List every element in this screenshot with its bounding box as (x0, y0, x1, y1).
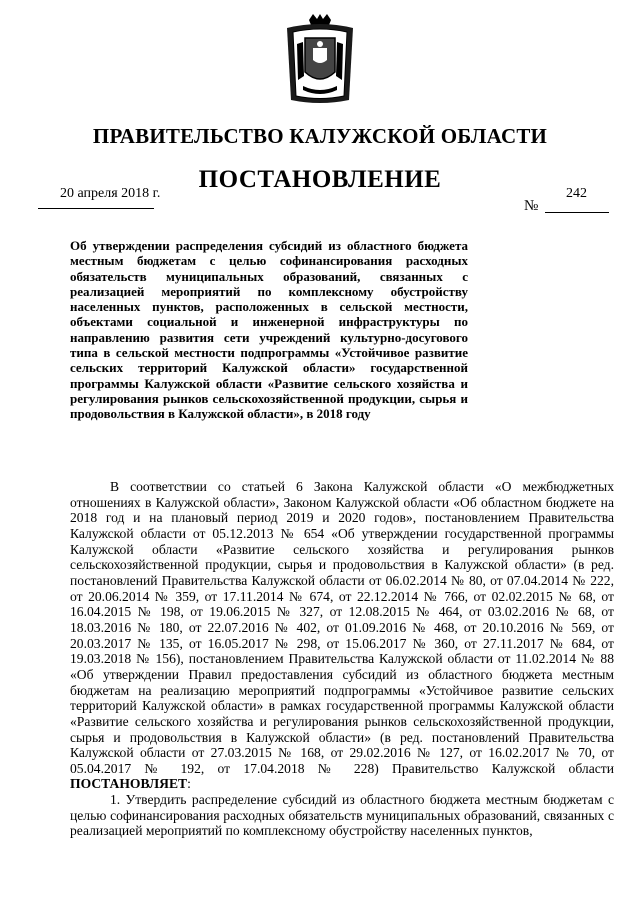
preamble-text: В соответствии со статьей 6 Закона Калужской области «О межбюджетных отношениях в Калужской области», Законом Калужской области «Об областном бюджете на 2018 год и на плановый период 2019 и 2020 годов», постановлением Правительства Калужской области от 05.12.2013 № 654 «Об утверждении государственной программы Калужской области «Развитие сельского хозяйства и регулирования рынков сельскохозяйственной продукции, сырья и продовольствия в Калужской области» (в ред. постановлений Правительства Калужской области от 06.02.2014 № 80, от 07.04.2014 № 222, от 20.06.2014 № 359, от 17.11.2014 № 674, от 22.12.2014 № 766, от 02.02.2015 № 68, от 16.04.2015 № 198, от 19.06.2015 № 327, от 12.08.2015 № 464, от 03.02.2016 № 68, от 18.03.2016 № 180, от 22.07.2016 № 402, от 01.09.2016 № 468, от 20.10.2016 № 569, от 20.03.2017 № 135, от 16.05.2017 № 298, от 15.06.2017 № 360, от 27.11.2017 № 684, от 19.03.2018 № 156), постановлением Правительства Калужской области от 11.02.2014 № 88 «Об утверждении Правил предоставления субсидий из областного бюджета местным бюджетам на реализацию мероприятий подпрограммы «Устойчивое развитие сельских территорий Калужской области» в рамках государственной программы Калужской области «Развитие сельского хозяйства и регулирования рынков сельскохозяйственной продукции, сырья и продовольствия в Калужской области» (в ред. постановлений Правительства Калужской области от 27.03.2015 № 168, от 29.02.2016 № 127, от 16.02.2017 № 70, от 05.04.2017 № 192, от 17.04.2018 № 228) Правительство Калужской области (70, 479, 614, 776)
resolves-colon: : (187, 776, 191, 792)
document-body (70, 479, 614, 839)
document-type: ПОСТАНОВЛЕНИЕ (198, 166, 442, 193)
number-underline (545, 212, 609, 213)
document-number: 242 (566, 186, 587, 201)
government-title: ПРАВИТЕЛЬСТВО КАЛУЖСКОЙ ОБЛАСТИ (92, 124, 548, 148)
item-1-paragraph: 1. Утвердить распределение субсидий из областного бюджета местным бюджетам с целью софинансирования расходных обязательств муниципальных образований, связанных с реализацией мероприятий по комплексному обустройству населенных пунктов, (70, 792, 614, 839)
preamble-paragraph (70, 479, 614, 792)
resolves-word: ПОСТАНОВЛЯЕТ (70, 776, 188, 792)
coat-of-arms-icon (283, 14, 357, 106)
document-date: 20 апреля 2018 г. (60, 186, 161, 201)
number-label: № (524, 198, 539, 214)
date-underline (38, 208, 154, 209)
document-subject: Об утверждении распределения субсидий из областного бюджета местным бюджетам с целью софинансирования расходных обязательств муниципальных образований, связанных с реализацией мероприятий по комплексному обустройству населенных пунктов, расположенных в сельской местности, объектами социальной и инженерной инфраструктуры по направлению развития сети учреждений культурно-досугового типа в сельской местности подпрограммы «Устойчивое развитие сельских территорий Калужской области» государственной программы Калужской области «Развитие сельского хозяйства и регулирования рынков сельскохозяйственной продукции, сырья и продовольствия в Калужской области», в 2018 году (70, 238, 468, 422)
